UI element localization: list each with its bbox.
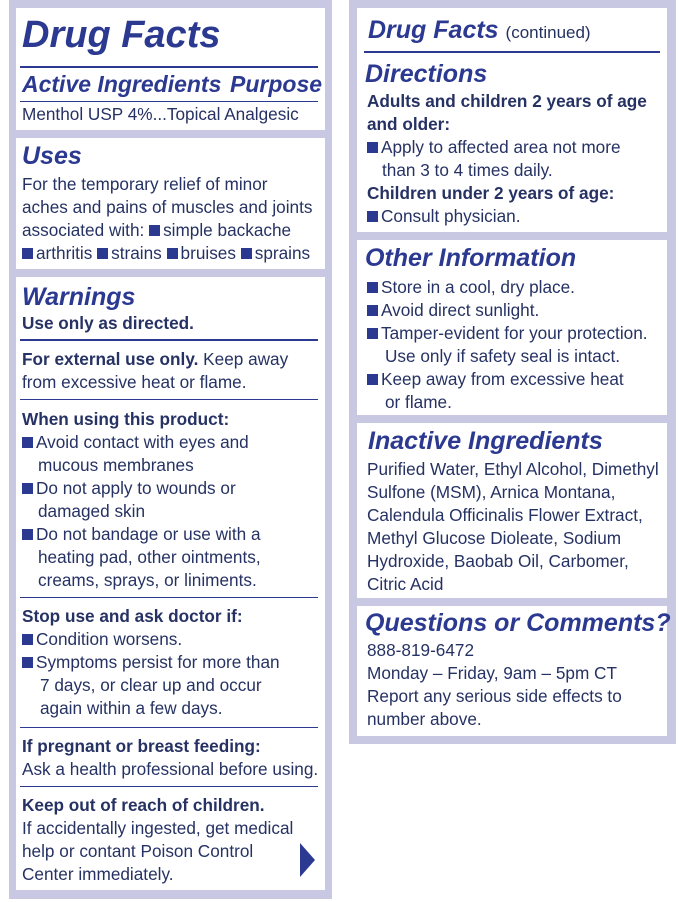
directions-children: Children under 2 years of age: <box>367 183 615 203</box>
uses-item: sprains <box>254 243 311 263</box>
uses-line-text: associated with: <box>22 220 145 240</box>
external-use-line <box>22 348 288 371</box>
uses-line: For the temporary relief of minor <box>22 174 268 194</box>
uses-line <box>22 219 291 242</box>
when-item-text: Avoid contact with eyes and <box>36 432 249 452</box>
directions-item <box>367 136 621 159</box>
square-bullet-icon <box>22 529 33 540</box>
next-arrow-icon[interactable] <box>300 843 315 877</box>
inactive-line: Methyl Glucose Dioleate, Sodium <box>367 528 622 548</box>
continued-title-text: Drug Facts <box>368 16 499 44</box>
square-bullet-icon <box>367 328 378 339</box>
warnings-rule <box>20 597 318 598</box>
title-rule <box>20 66 318 68</box>
active-ingredient-line: Menthol USP 4%...Topical Analgesic <box>22 104 299 124</box>
continued-label: (continued) <box>505 23 591 42</box>
square-bullet-icon <box>367 305 378 316</box>
directions-heading: Directions <box>365 60 488 88</box>
other-item <box>367 322 648 345</box>
active-rule <box>20 101 318 102</box>
external-use-rest: Keep away <box>203 349 289 369</box>
when-item-text: Do not bandage or use with a <box>36 524 261 544</box>
other-item-cont: Use only if safety seal is intact. <box>385 346 620 366</box>
uses-item: strains <box>111 243 162 263</box>
directions-item <box>367 205 520 228</box>
questions-phone: 888-819-6472 <box>367 640 475 660</box>
when-using-heading: When using this product: <box>22 409 230 429</box>
warnings-rule <box>20 399 318 400</box>
keep-out-line: If accidentally ingested, get medical <box>22 818 294 838</box>
inactive-ingredients-heading: Inactive Ingredients <box>368 427 603 455</box>
warnings-rule <box>20 786 318 787</box>
keep-out-line: Center immediately. <box>22 864 174 884</box>
uses-items-row <box>22 242 310 265</box>
square-bullet-icon <box>97 248 108 259</box>
square-bullet-icon <box>149 225 160 236</box>
inactive-line: Citric Acid <box>367 574 444 594</box>
other-item <box>367 299 539 322</box>
directions-adults: and older: <box>367 114 451 134</box>
drug-facts-continued-title <box>368 16 591 45</box>
square-bullet-icon <box>22 437 33 448</box>
inactive-line: Purified Water, Ethyl Alcohol, Dimethyl <box>367 459 659 479</box>
stop-item-text: Condition worsens. <box>36 629 183 649</box>
drug-facts-panel-right <box>349 0 676 744</box>
use-only-directed: Use only as directed. <box>22 313 194 333</box>
square-bullet-icon <box>167 248 178 259</box>
other-information-box <box>357 240 667 415</box>
square-bullet-icon <box>241 248 252 259</box>
questions-line: Report any serious side effects to <box>367 686 622 706</box>
stop-item <box>22 628 182 651</box>
stop-item-cont: again within a few days. <box>40 698 223 718</box>
stop-item <box>22 651 280 674</box>
when-item-cont: heating pad, other ointments, <box>38 547 261 567</box>
stop-item-cont: 7 days, or clear up and occur <box>40 675 262 695</box>
other-item-text: Tamper-evident for your protection. <box>381 323 648 343</box>
questions-box <box>357 606 671 736</box>
when-item <box>22 431 249 454</box>
warnings-heading: Warnings <box>22 283 136 311</box>
when-item-cont: damaged skin <box>38 501 146 521</box>
keep-out-line: help or contant Poison Control <box>22 841 254 861</box>
uses-heading: Uses <box>22 142 82 170</box>
square-bullet-icon <box>22 634 33 645</box>
square-bullet-icon <box>22 248 33 259</box>
other-item-cont: or flame. <box>385 392 452 412</box>
pregnant-text: Ask a health professional before using. <box>22 759 319 779</box>
uses-item: arthritis <box>36 243 93 263</box>
other-item-text: Store in a cool, dry place. <box>381 277 575 297</box>
when-item-cont: creams, sprays, or liniments. <box>38 570 257 590</box>
external-use-bold: For external use only. <box>22 349 199 369</box>
stop-item-text: Symptoms persist for more than <box>36 652 280 672</box>
directions-item-cont: than 3 to 4 times daily. <box>382 160 553 180</box>
other-item <box>367 368 624 391</box>
square-bullet-icon <box>367 374 378 385</box>
inactive-ingredients-box <box>357 423 667 598</box>
when-item <box>22 477 236 500</box>
active-ingredients-box <box>16 8 325 130</box>
inactive-line: Calendula Officinalis Flower Extract, <box>367 505 643 525</box>
other-item-text: Keep away from excessive heat <box>381 369 624 389</box>
square-bullet-icon <box>367 142 378 153</box>
when-item <box>22 523 261 546</box>
questions-heading: Questions or Comments? <box>365 609 671 637</box>
inactive-line: Hydroxide, Baobab Oil, Carbomer, <box>367 551 629 571</box>
purpose-heading: Purpose <box>230 71 323 97</box>
when-item-text: Do not apply to wounds or <box>36 478 236 498</box>
questions-line: number above. <box>367 709 482 729</box>
drug-facts-title: Drug Facts <box>22 14 221 56</box>
other-information-heading: Other Information <box>365 244 577 272</box>
square-bullet-icon <box>22 483 33 494</box>
directions-adults: Adults and children 2 years of age <box>367 91 647 111</box>
stop-use-heading: Stop use and ask doctor if: <box>22 606 243 626</box>
continued-rule <box>364 51 660 53</box>
other-item <box>367 276 575 299</box>
square-bullet-icon <box>367 211 378 222</box>
uses-box <box>16 138 325 269</box>
questions-hours: Monday – Friday, 9am – 5pm CT <box>367 663 617 683</box>
uses-item: simple backache <box>163 220 292 240</box>
square-bullet-icon <box>22 657 33 668</box>
warnings-rule <box>20 727 318 728</box>
uses-item: bruises <box>180 243 236 263</box>
directions-item-text: Apply to affected area not more <box>381 137 621 157</box>
keep-out-heading: Keep out of reach of children. <box>22 795 265 815</box>
directions-item-text: Consult physician. <box>381 206 521 226</box>
inactive-line: Sulfone (MSM), Arnica Montana, <box>367 482 616 502</box>
square-bullet-icon <box>367 282 378 293</box>
warnings-box <box>16 277 325 890</box>
warnings-rule <box>20 339 318 341</box>
when-item-cont: mucous membranes <box>38 455 194 475</box>
external-use-line2: from excessive heat or flame. <box>22 372 247 392</box>
uses-line: aches and pains of muscles and joints <box>22 197 313 217</box>
drug-facts-panel-left <box>9 0 332 899</box>
other-item-text: Avoid direct sunlight. <box>381 300 540 320</box>
pregnant-heading: If pregnant or breast feeding: <box>22 736 261 756</box>
directions-box <box>357 8 667 232</box>
active-ingredients-heading: Active Ingredients <box>22 71 222 97</box>
